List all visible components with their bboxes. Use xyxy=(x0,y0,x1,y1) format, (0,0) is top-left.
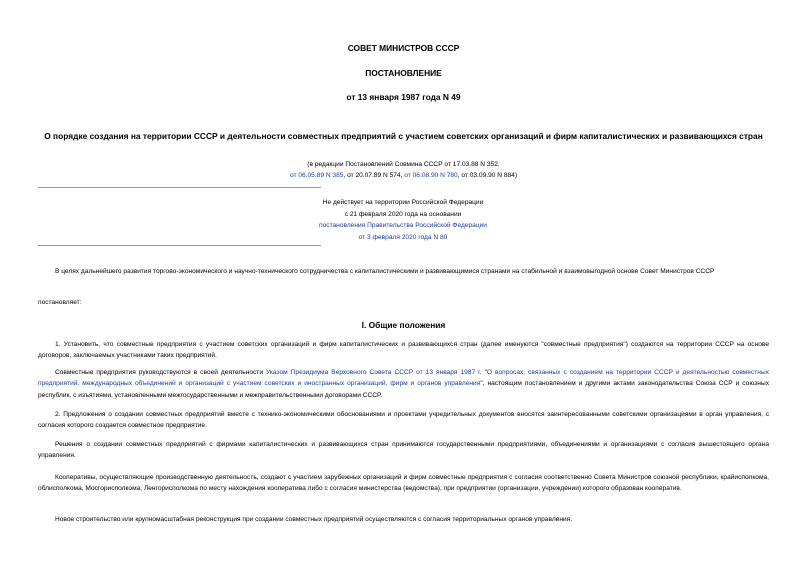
paragraph-5: Кооперативы, осуществляющие производственную деятельность, создают с участием зарубежных организаций и фирм совместные предприятия с согласия соответственно Совета Министров союзной республики, крайисполкома, облисполкома, Мосгорисполкома, Ленгорисполкома по месту нахождения кооператива либо с согласия министерства (ведомства), при предприятии (организации, учреждении) которого образован кооператив. xyxy=(38,474,769,493)
decree-link[interactable]: Указом Президиума Верховного Совета СССР от 13 января 1987 г. xyxy=(266,369,482,376)
divider-bottom xyxy=(38,245,321,246)
redaction-link-2[interactable]: от 06.08.90 N 780 xyxy=(404,172,458,179)
redaction-link-1[interactable]: от 06.05.89 N 385 xyxy=(289,172,344,179)
paragraph-2-end: ", настоящим постановлением и другими актами законодательства Союза ССР и союзных республик, с изъятиями, установленными межгосударственными и межправительственными договорами СССР. xyxy=(38,380,769,399)
redaction-tail: , от 03.09.90 N 884) xyxy=(457,172,518,179)
document-type: ПОСТАНОВЛЕНИЕ xyxy=(365,68,442,78)
paragraph-2-start: Совместные предприятия руководствуются в своей деятельности xyxy=(55,369,266,376)
status-line-1: Не действует на территории Российской Федерации xyxy=(322,199,484,206)
section-heading: I. Общие положения xyxy=(361,320,446,330)
preamble-paragraph: В целях дальнейшего развития торгово-экономического и научно-технического сотрудничества с капиталистическими и развивающимися странами на стабильной и взаимовыгодной основе Совет Министров СССР xyxy=(55,268,715,275)
quote-open: " xyxy=(481,369,487,376)
divider-top xyxy=(38,187,321,188)
paragraph-4: Решения о создании совместных предприятий с фирмами капиталистических и развивающихся стран принимаются государственными предприятиями, объединениями и организациями с согласия вышестоящего органа управления. xyxy=(38,441,769,460)
status-link-2[interactable]: от 3 февраля 2020 года N 80 xyxy=(358,233,448,241)
decree-title-link[interactable]: О вопросах, связанных с созданием на территории СССР и деятельностью совместных предприятий, международных объединений и организаций с участием советских и иностранных организаций, фирм и органов управления xyxy=(38,369,769,388)
redaction-line-2 xyxy=(0,170,807,181)
paragraph-6: Новое строительство или крупномасштабная реконструкция при создании совместных предприятий осуществляются с согласия территориальных органов управления. xyxy=(55,516,573,523)
redaction-separator: , от 20.07.89 N 574, xyxy=(343,172,405,179)
paragraph-3: 2. Предложения о создании совместных предприятий вместе с технико-экономическими обоснованиями и проектами учредительных документов вносятся заинтересованными советскими организациями в орган управления, с согласия которого создается совместное предприятие. xyxy=(38,411,769,430)
status-note xyxy=(230,197,576,243)
status-link-1[interactable]: постановления Правительства Российской Федерации xyxy=(319,222,487,229)
document-date-number: от 13 января 1987 года N 49 xyxy=(346,92,461,102)
paragraph-2 xyxy=(38,367,769,401)
redaction-line-1: (в редакции Постановлений Совмина СССР от 17.03.88 N 352, xyxy=(307,161,500,168)
document-title: О порядке создания на территории СССР и деятельности совместных предприятий с участием советских организаций и фирм капиталистических и развивающихся стран xyxy=(44,131,763,141)
status-line-2: с 21 февраля 2020 года на основании xyxy=(344,210,462,218)
paragraph-1: 1. Установить, что совместные предприятия с участием советских организаций и фирм капиталистических и развивающихся стран (далее именуются "совместные предприятия") создаются на территории СССР на основе договоров, заключаемых участниками таких предприятий. xyxy=(38,341,769,360)
issuer-heading: СОВЕТ МИНИСТРОВ СССР xyxy=(347,43,460,53)
resolves-line: постановляет: xyxy=(38,299,82,306)
